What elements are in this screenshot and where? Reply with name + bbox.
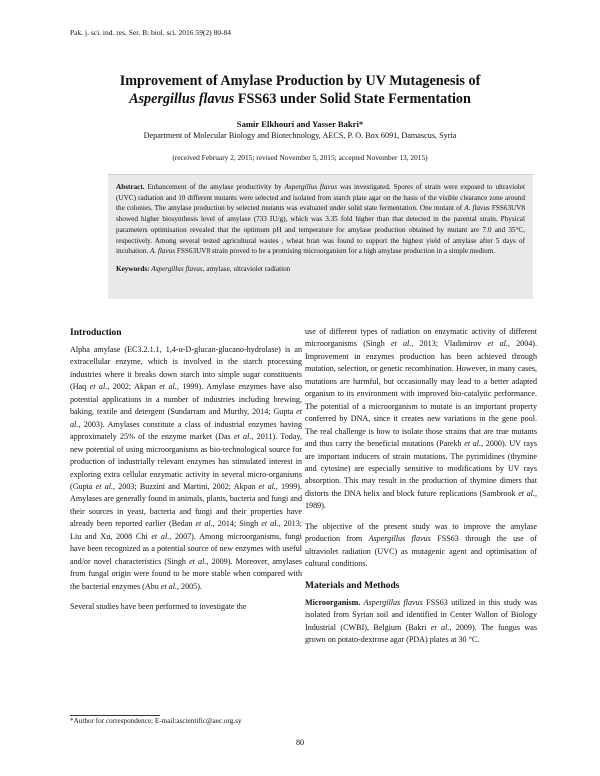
abstract-label: Abstract. [116, 183, 145, 191]
received-dates: (received February 2, 2015; revised November 5, 2015; accepted November 13, 2015) [172, 153, 428, 162]
authors: Samir Elkhouri and Yasser Bakri* [236, 119, 364, 129]
journal-header [70, 28, 231, 37]
keywords: Keywords: Aspergillus flavus, amylase, ultraviolet radiation [116, 264, 291, 273]
page-number: 80 [296, 738, 304, 747]
intro-paragraph-1: Alpha amylase (EC3.2.1.1, 1,4-α-D-glucan-glucano-hydrolase) is an extracellular enzyme, which is involved in the starch processing industries where it breaks down starch into simple sugar constituents (Haq et al., 2002; Akpan et al., 1999). Amylase enzymes have also potential applications in a number of industries including brewing, baking, textile and detergent (Sundarram and Murthy, 2014; Gupta et al., 2003). Amylases constitute a class of industrial enzymes having approximately 25% of the enzyme market (Das et al., 2011). Today, new potential of using microorganisms as bio-technological source for production of industrially relevant enzymes has stimulated interest in exploring extra cellular enzymatic activity in several micro-organisms (Gupta et al., 2003; Buzzini and Martini, 2002; Akpan et al., 1999). Amylases are generally found in animals, plants, bacteria and fungi and their sources in yeast, bacteria and fungi and their properties have already been reported earlier (Bedan et al., 2014; Singh et al., 2013; Liu and Xu, 2008 Chi et al., 2007). Among microorganisms, fungi have been recognized as a potential source of new enzymes with useful and/or novel characteristics (Singh et al., 2009). Moreover, amylases from fungal origin were found to be more stable when compared with the bacterial enzymes (Abu et al., 2005). [70, 345, 303, 591]
methods-paragraph: Microorganism. Aspergillus flavus FSS63 utilized in this study was isolated from Syrian soil and identified in Center Wallon of Biology Industrial (CWBI), Belgium (Bakri et al., 2009). The fungus was grown on potato-dextrose agar (PDA) plates at 30 °C. [305, 597, 537, 644]
title-species: Aspergillus flavus [129, 91, 235, 107]
journal-citation: Pak. j. sci. ind. res. Ser. B: biol. sci. 2016 [70, 28, 196, 37]
footnote: *Author for correspondence; E-mail:ascientific@aec.org.sy [70, 717, 242, 725]
footnote-divider [70, 715, 160, 716]
title-line-2: FSS63 under Solid State Fermentation [234, 91, 471, 107]
abstract-text: Abstract. Enhancement of the amylase productivity by Aspergillus flavus was investigated. Spores of strain were exposed to ultraviolet (UVC) radiation and 10 different mutants were selected and isolated from starch plate agar on the basis of the visible clearance zone around the colonies. The amylase production by selected mutants was evaluated under solid state fermentation. One mutant of A. flavus FSS63UV8 showed higher biosynthesis level of amylase (733 IU/g), which was 3.35 fold higher than that detected in the parental strain. Physical parameters optimisation revealed that the optimum pH and temperature for amylase production obtained by mutant are 7.0 and 35°C, respectively. Among several tested agricultural wastes , wheat bran was found to support the highest yield of amylase after 5 days of incubation. A. flavus FSS63UV8 strain proved to be a promising microorganism for a high amylase production in a simple medium. [116, 183, 526, 256]
journal-volume: 59 [195, 28, 203, 37]
abstract-box [108, 174, 533, 299]
affiliation: Department of Molecular Biology and Biotechnology, AECS, P. O. Box 6091, Damascus, Syria [143, 131, 457, 140]
journal-issue-pages: (2) 80-84 [202, 28, 232, 37]
introduction-heading: Introduction [70, 328, 122, 338]
intro-paragraph-4: The objective of the present study was to improve the amylase production from Aspergillus flavus FSS63 through the use of ultraviolet radiation (UVC) as mutagenic agent and optimisation of cultural conditions. [305, 521, 537, 569]
keywords-label: Keywords: [116, 264, 150, 273]
microorganism-label: Microorganism. [305, 597, 361, 607]
title-line-1: Improvement of Amylase Production by UV Mutagenesis of [119, 73, 481, 89]
left-column [70, 326, 302, 614]
intro-paragraph-2: Several studies have been performed to investigate the [70, 602, 247, 612]
paper-title [60, 72, 540, 108]
intro-paragraph-3: use of different types of radiation on enzymatic activity of different microorganisms (Singh et al., 2013; Vladimirov et al., 2004). Improvement in enzymes production has been achieved through mutation, selection, or genetic recombination. However, in many cases, mutations are harmful, but occasionally may lead to a better adapted organism to its environment with improved bio-catalytic performance. The potential of a microorganism to mutate is an important property conferred by DNA, since it creates new variations in the gene pool. The real challenge is how to isolate those strains that are true mutants and thus carry the beneficial mutations (Parekh et al., 2000). UV rays are important inducers of strain mutations. The pyrimidines (thymine and cytosine) are especially sensitive to modifications by UV rays absorption. This may result in the production of thymine dimers that distorts the DNA helix and block future replications (Sambrook et al., 1989). [305, 327, 538, 511]
methods-heading: Materials and Methods [305, 580, 400, 591]
right-column [305, 326, 537, 646]
